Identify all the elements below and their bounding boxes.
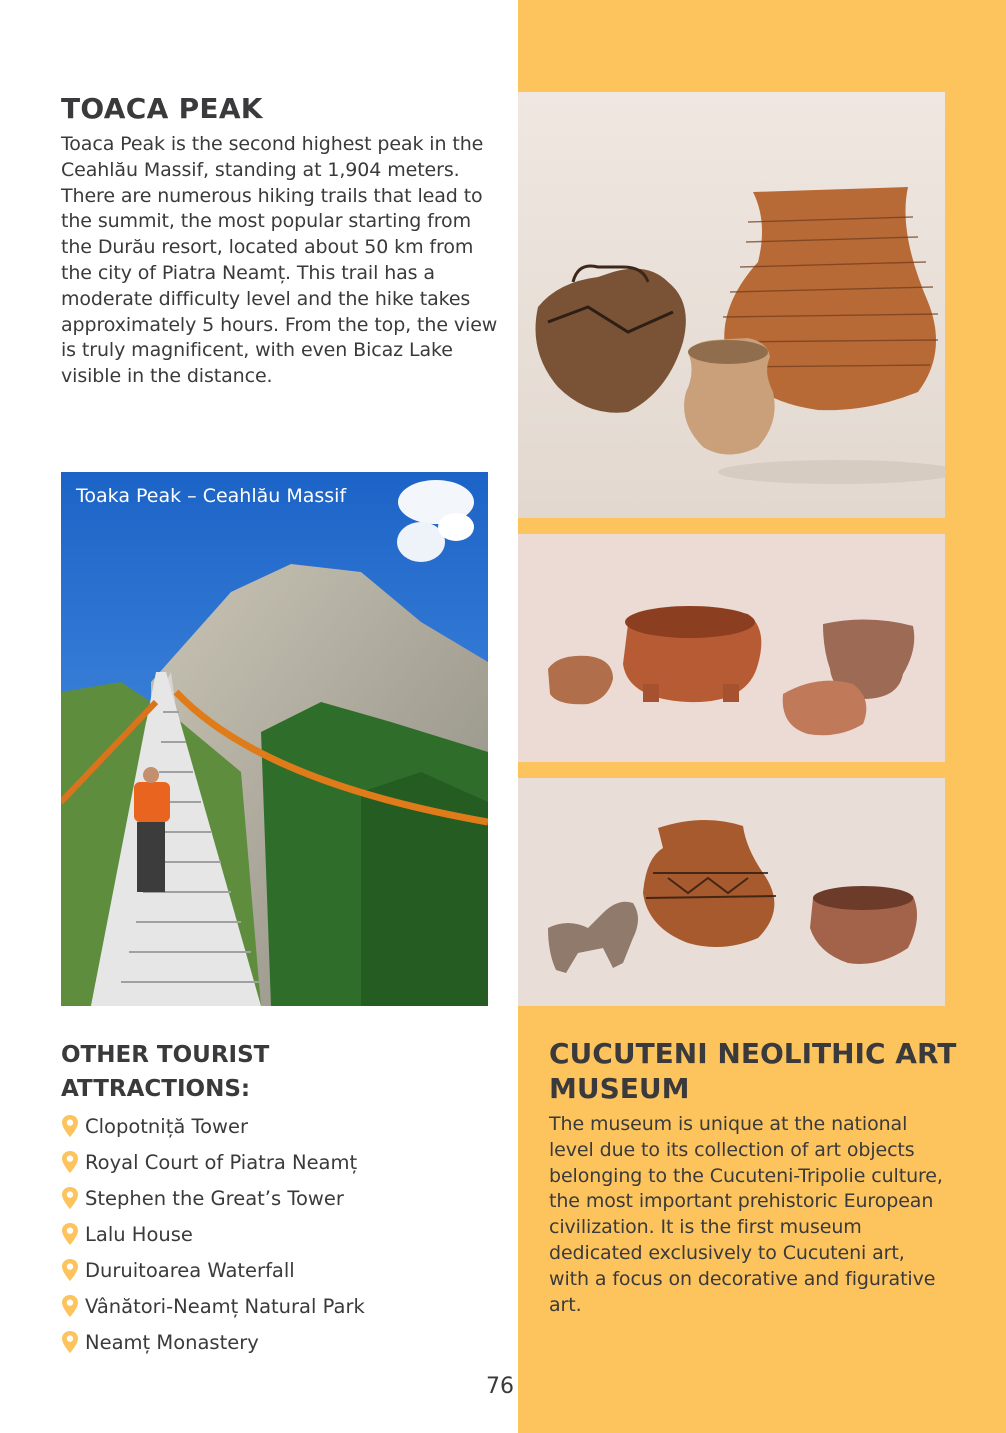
other-attractions-heading: OTHER TOURIST ATTRACTIONS:: [61, 1042, 270, 1102]
toaca-peak-photo: [61, 472, 488, 1006]
location-pin-icon: [61, 1294, 79, 1318]
attraction-name: Duruitoarea Waterfall: [85, 1258, 295, 1282]
pottery-photo-3: [518, 778, 945, 1006]
toaca-peak-heading: TOACA PEAK: [61, 92, 263, 125]
attraction-name: Vânători-Neamț Natural Park: [85, 1294, 365, 1318]
museum-heading: CUCUTENI NEOLITHIC ART MUSEUM: [549, 1037, 957, 1105]
attraction-name: Stephen the Great’s Tower: [85, 1186, 344, 1210]
attraction-name: Clopotniță Tower: [85, 1114, 248, 1138]
attraction-name: Royal Court of Piatra Neamț: [85, 1150, 358, 1174]
list-item: [61, 1216, 365, 1252]
attraction-name: Neamț Monastery: [85, 1330, 259, 1354]
location-pin-icon: [61, 1150, 79, 1174]
list-item: [61, 1180, 365, 1216]
location-pin-icon: [61, 1186, 79, 1210]
list-item: [61, 1324, 365, 1360]
pottery-photo-1: [518, 92, 945, 518]
location-pin-icon: [61, 1258, 79, 1282]
attractions-list: [61, 1108, 365, 1360]
attraction-name: Lalu House: [85, 1222, 193, 1246]
location-pin-icon: [61, 1222, 79, 1246]
location-pin-icon: [61, 1330, 79, 1354]
cucuteni-vessels-image: [518, 92, 945, 518]
list-item: [61, 1288, 365, 1324]
cucuteni-figurines-image: [518, 534, 945, 762]
toaca-peak-description: Toaca Peak is the second highest peak in the Ceahlău Massif, standing at 1,904 meters. There are numerous hiking trails that lead to the summit, the most popular starting from the Durău resort, located about 50 km from the city of Piatra Neamț. This trail has a moderate difficulty level and the hike takes approximately 5 hours. From the top, the view is truly magnificent, with even Bicaz Lake visible in the distance.: [61, 133, 498, 388]
list-item: [61, 1108, 365, 1144]
museum-description: The museum is unique at the national level due to its collection of art objects belonging to the Cucuteni-Tripolie culture, the most important prehistoric European civilization. It is the first museum dedicated exclusively to Cucuteni art, with a focus on decorative and figurative art.: [549, 1113, 943, 1316]
list-item: [61, 1252, 365, 1288]
location-pin-icon: [61, 1114, 79, 1138]
cucuteni-painted-vessel-image: [518, 778, 945, 1006]
pottery-photo-2: [518, 534, 945, 762]
mountain-stairs-image: [61, 472, 488, 1006]
list-item: [61, 1144, 365, 1180]
photo-caption: Toaka Peak – Ceahlău Massif: [76, 485, 347, 507]
page-number: 76: [486, 1374, 514, 1399]
